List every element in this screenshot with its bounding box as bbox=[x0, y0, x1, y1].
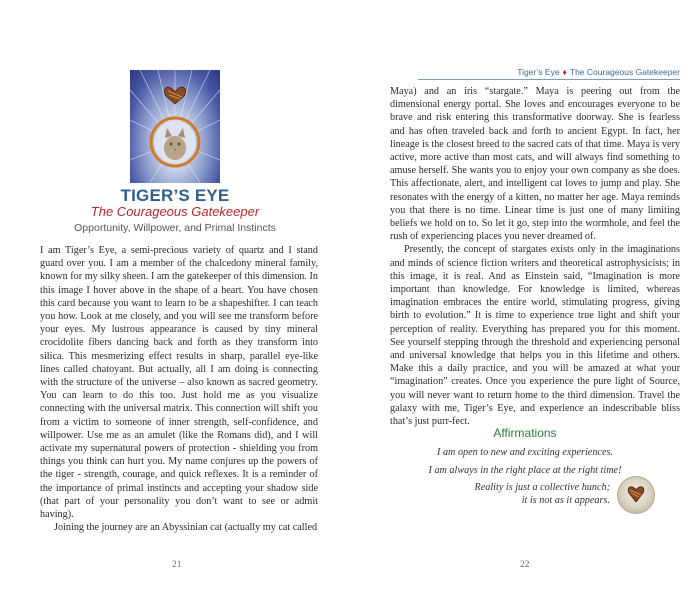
affirmation-line bbox=[410, 482, 610, 507]
tigers-eye-heart-icon bbox=[617, 476, 655, 514]
affirmation-line: I am open to new and exciting experiences. bbox=[437, 447, 613, 458]
right-page bbox=[350, 0, 700, 600]
running-head-subtitle: The Courageous Gatekeeper bbox=[569, 67, 680, 77]
card-title: TIGER’S EYE bbox=[120, 186, 230, 205]
affirmation-line: I am always in the right place at the right time! bbox=[428, 465, 622, 476]
affirmation-line-part: Reality is just a collective hunch; bbox=[474, 482, 610, 493]
diamond-separator-icon: ♦ bbox=[562, 67, 567, 77]
tigers-eye-card-illustration bbox=[130, 70, 220, 183]
running-head bbox=[418, 67, 680, 80]
running-head-title: Tiger’s Eye bbox=[517, 67, 560, 77]
affirmation-line-part: it is not as it appears. bbox=[521, 494, 610, 506]
paragraph: Presently, the concept of stargates exists only in the imaginations and minds of science fiction writers and theoretical astrophysicists; in this image, it is real. And as Einstein said, “Imagination is more important than knowledge. For knowledge is limited, whereas imagination embraces the entire world, stimulating progress, giving birth to evolution.” It is time to experience true light and shift your perception of reality. Everything has prepared you for this moment. See yourself stepping through the threshold and experiencing personal and universal knowledge that helps you in this lifetime and others. Make this a daily practice, and you will be amazed at what your “imagination” creates. Once you experience the pure light of Source, you will never want to return home to the third dimension. Travel the galaxy with me, Tiger’s Eye, and experience an indescribable bliss that’s just purr-fect. bbox=[390, 244, 680, 428]
page-number: 21 bbox=[172, 560, 182, 570]
affirmations-heading: Affirmations bbox=[493, 426, 557, 440]
paragraph: Joining the journey are an Abyssinian cat (actually my cat called bbox=[54, 522, 318, 534]
card-subtitle: The Courageous Gatekeeper bbox=[90, 204, 260, 219]
paragraph: Maya) and an iris “stargate.” Maya is peering out from the dimensional energy portal. She loves and encourages everyone to be brave and risk entering this transformative doorway. She is fearless and has often traveled back and forth to ancient Egypt. In fact, her lineage is the closest breed to the sacred cats of that time. Maya is very active, more active than most cats, and will always find something to amuse herself. She wants you to enjoy your own company as she does. This affectionate, alert, and intelligent cat loves to jump and play. She resonates with the energy of a kitten, no matter her age. Maya reminds you that there is no time. Linear time is just one of many limiting beliefs we hold on to. So let it go, step into the wormhole, and feel the rush of experiencing places you never dreamed of. bbox=[390, 86, 680, 243]
right-body-text bbox=[390, 85, 680, 428]
card-tagline: Opportunity, Willpower, and Primal Instincts bbox=[74, 222, 276, 234]
page-number: 22 bbox=[520, 560, 530, 570]
left-body-text bbox=[40, 244, 318, 534]
paragraph: I am Tiger’s Eye, a semi-precious variety of quartz and I stand guard over you. I am a member of the chalcedony mineral family, known for my silky sheen. I am the gatekeeper of this dimension. In this image I hover above in the shape of a heart. You have chosen this card because you want to learn to be a shapeshifter. I can teach you how. Look at me closely, and you will see me transform before your eyes. My lustrous appearance is caused by tiny mineral crocidolite fibers dancing back and forth as they transform into silica. This mesmerizing effect results in sharp, parallel eye-like lines called chatoyant. But actually, all I am doing is connecting with the structure of the universe – also known as sacred geometry. You can learn to do this too. Just hold me as you visualize connecting with the universal matrix. This connection will shift you from a victim to someone of inner strength, self-confidence, and willpower. Use me as an amulet (like the Romans did), and I will activate my supernatural powers of protection - shielding you from things you think can hurt you. My name conjures up the powers of the tiger - strength, courage, and quick reflexes. It is a reminder of the importance of primal instincts and accepting your shadow side (that part of your personality you don’t want to see or admit having). bbox=[40, 245, 318, 521]
